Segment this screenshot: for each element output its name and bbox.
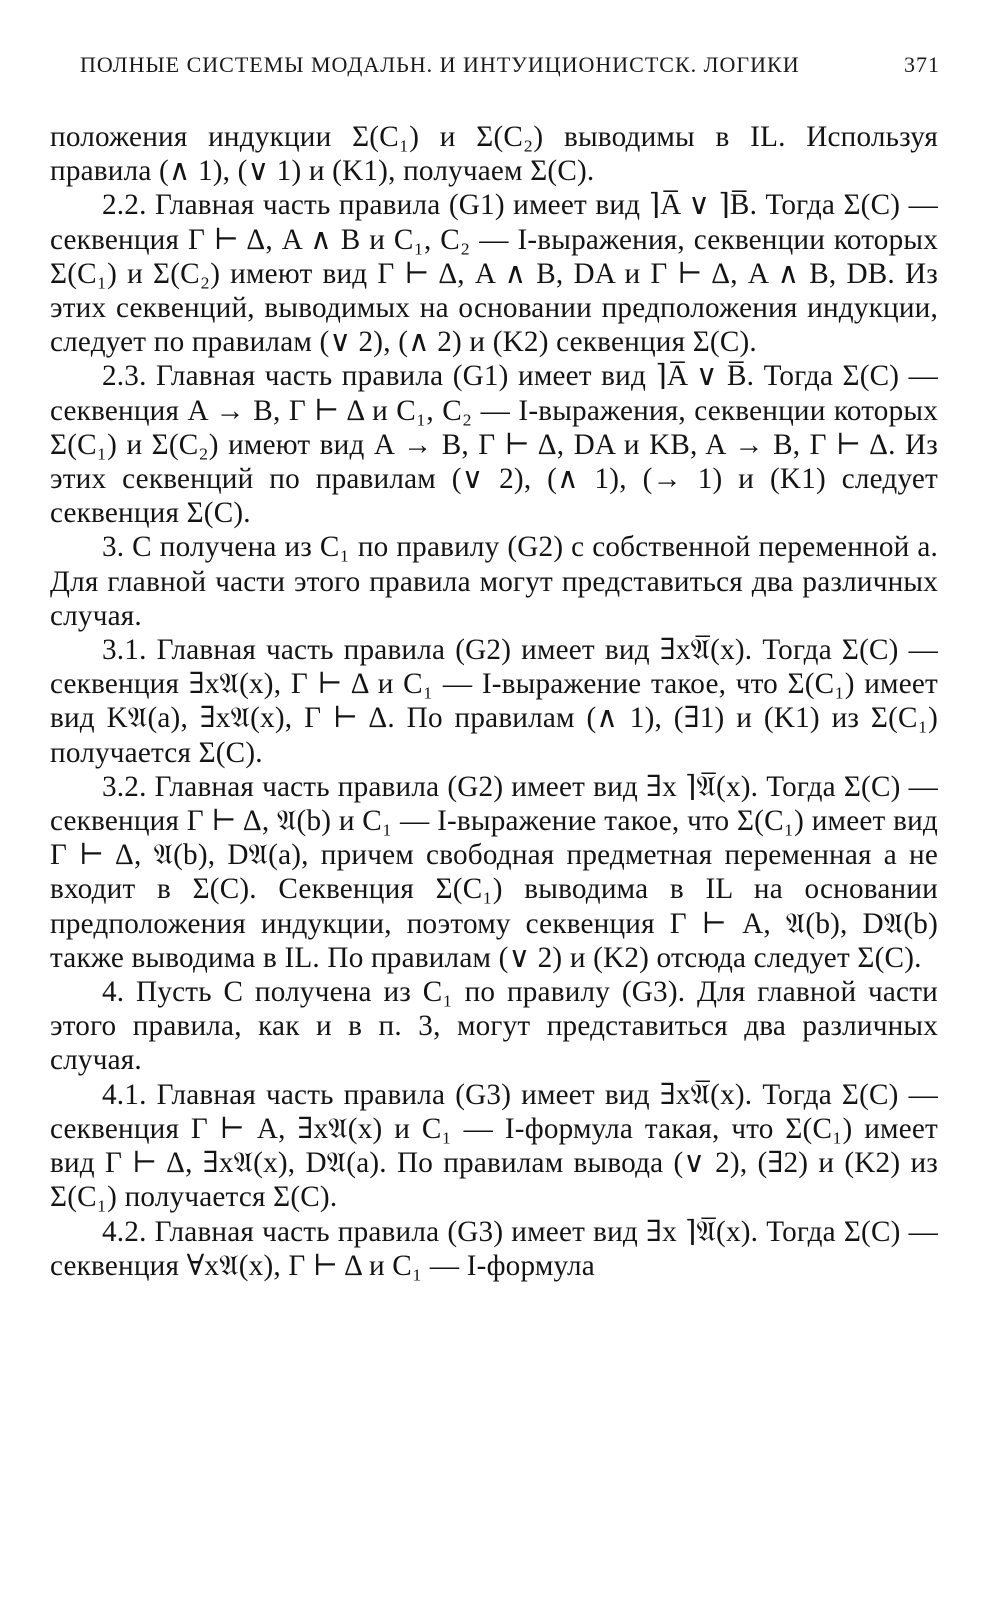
paragraph-4-2: 4.2. Главная часть правила (G3) имеет вид ∃x ⌉𝔄̅(x). Тогда Σ(C) — секвенция ∀x𝔄(x), Γ ⊢ Δ и C₁ — I-формула	[50, 1215, 938, 1282]
paragraph-2-3: 2.3. Главная часть правила (G1) имеет вид ⌉A̅ ∨ B̅. Тогда Σ(C) — секвенция A → B, Γ ⊢ Δ и C₁, C₂ — I-выражения, секвенции которых Σ(C₁) и Σ(C₂) имеют вид A → B, Γ ⊢ Δ, DA и KB, A → B, Γ ⊢ Δ. Из этих секвенций по правилам (∨ 2), (∧ 1), (→ 1) и (K1) следует секвенция Σ(C).	[50, 360, 938, 530]
running-title: ПОЛНЫЕ СИСТЕМЫ МОДАЛЬН. И ИНТУИЦИОНИСТСК. ЛОГИКИ	[80, 52, 800, 77]
page-number: 371	[904, 52, 940, 77]
running-header	[80, 52, 940, 78]
paragraph-3-2: 3.2. Главная часть правила (G2) имеет вид ∃x ⌉𝔄̅(x). Тогда Σ(C) — секвенция Γ ⊢ Δ, 𝔄(b) и C₁ — I-выражение такое, что Σ(C₁) имеет вид Γ ⊢ Δ, 𝔄(b), D𝔄(a), причем свободная предметная переменная a не входит в Σ(C). Секвенция Σ(C₁) выводима в IL на основании предположения индукции, поэтому секвенция Γ ⊢ A, 𝔄(b), D𝔄(b) также выводима в IL. По правилам (∨ 2) и (K2) отсюда следует Σ(C).	[50, 770, 938, 974]
paragraph-4-1: 4.1. Главная часть правила (G3) имеет вид ∃x𝔄̅(x). Тогда Σ(C) — секвенция Γ ⊢ A, ∃x𝔄(x) и C₁ — I-формула такая, что Σ(C₁) имеет вид Γ ⊢ Δ, ∃x𝔄(x), D𝔄(a). По правилам вывода (∨ 2), (∃2) и (K2) из Σ(C₁) получается Σ(C).	[50, 1078, 938, 1214]
paragraph-3-1: 3.1. Главная часть правила (G2) имеет вид ∃x𝔄̅(x). Тогда Σ(C) — секвенция ∃x𝔄(x), Γ ⊢ Δ и C₁ — I-выражение такое, что Σ(C₁) имеет вид K𝔄(a), ∃x𝔄(x), Γ ⊢ Δ. По правилам (∧ 1), (∃1) и (K1) из Σ(C₁) получается Σ(C).	[50, 634, 938, 769]
body-text	[50, 120, 938, 1283]
paragraph-3: 3. C получена из C₁ по правилу (G2) с собственной переменной a. Для главной части этого правила могут представиться два различных случая.	[50, 531, 938, 632]
paragraph-2-2: 2.2. Главная часть правила (G1) имеет вид ⌉A̅ ∨ ⌉B̅. Тогда Σ(C) — секвенция Γ ⊢ Δ, A ∧ B и C₁, C₂ — I-выражения, секвенции которых Σ(C₁) и Σ(C₂) имеют вид Γ ⊢ Δ, A ∧ B, DA и Γ ⊢ Δ, A ∧ B, DB. Из этих секвенций, выводимых на основании предположения индукции, следует по правилам (∨ 2), (∧ 2) и (K2) секвенция Σ(C).	[50, 189, 938, 359]
paragraph-4: 4. Пусть C получена из C₁ по правилу (G3). Для главной части этого правила, как и в п. 3, могут представиться два различных случая.	[50, 976, 938, 1077]
paragraph-continuation: положения индукции Σ(C₁) и Σ(C₂) выводимы в IL. Используя правила (∧ 1), (∨ 1) и (K1), получаем Σ(C).	[50, 121, 938, 188]
